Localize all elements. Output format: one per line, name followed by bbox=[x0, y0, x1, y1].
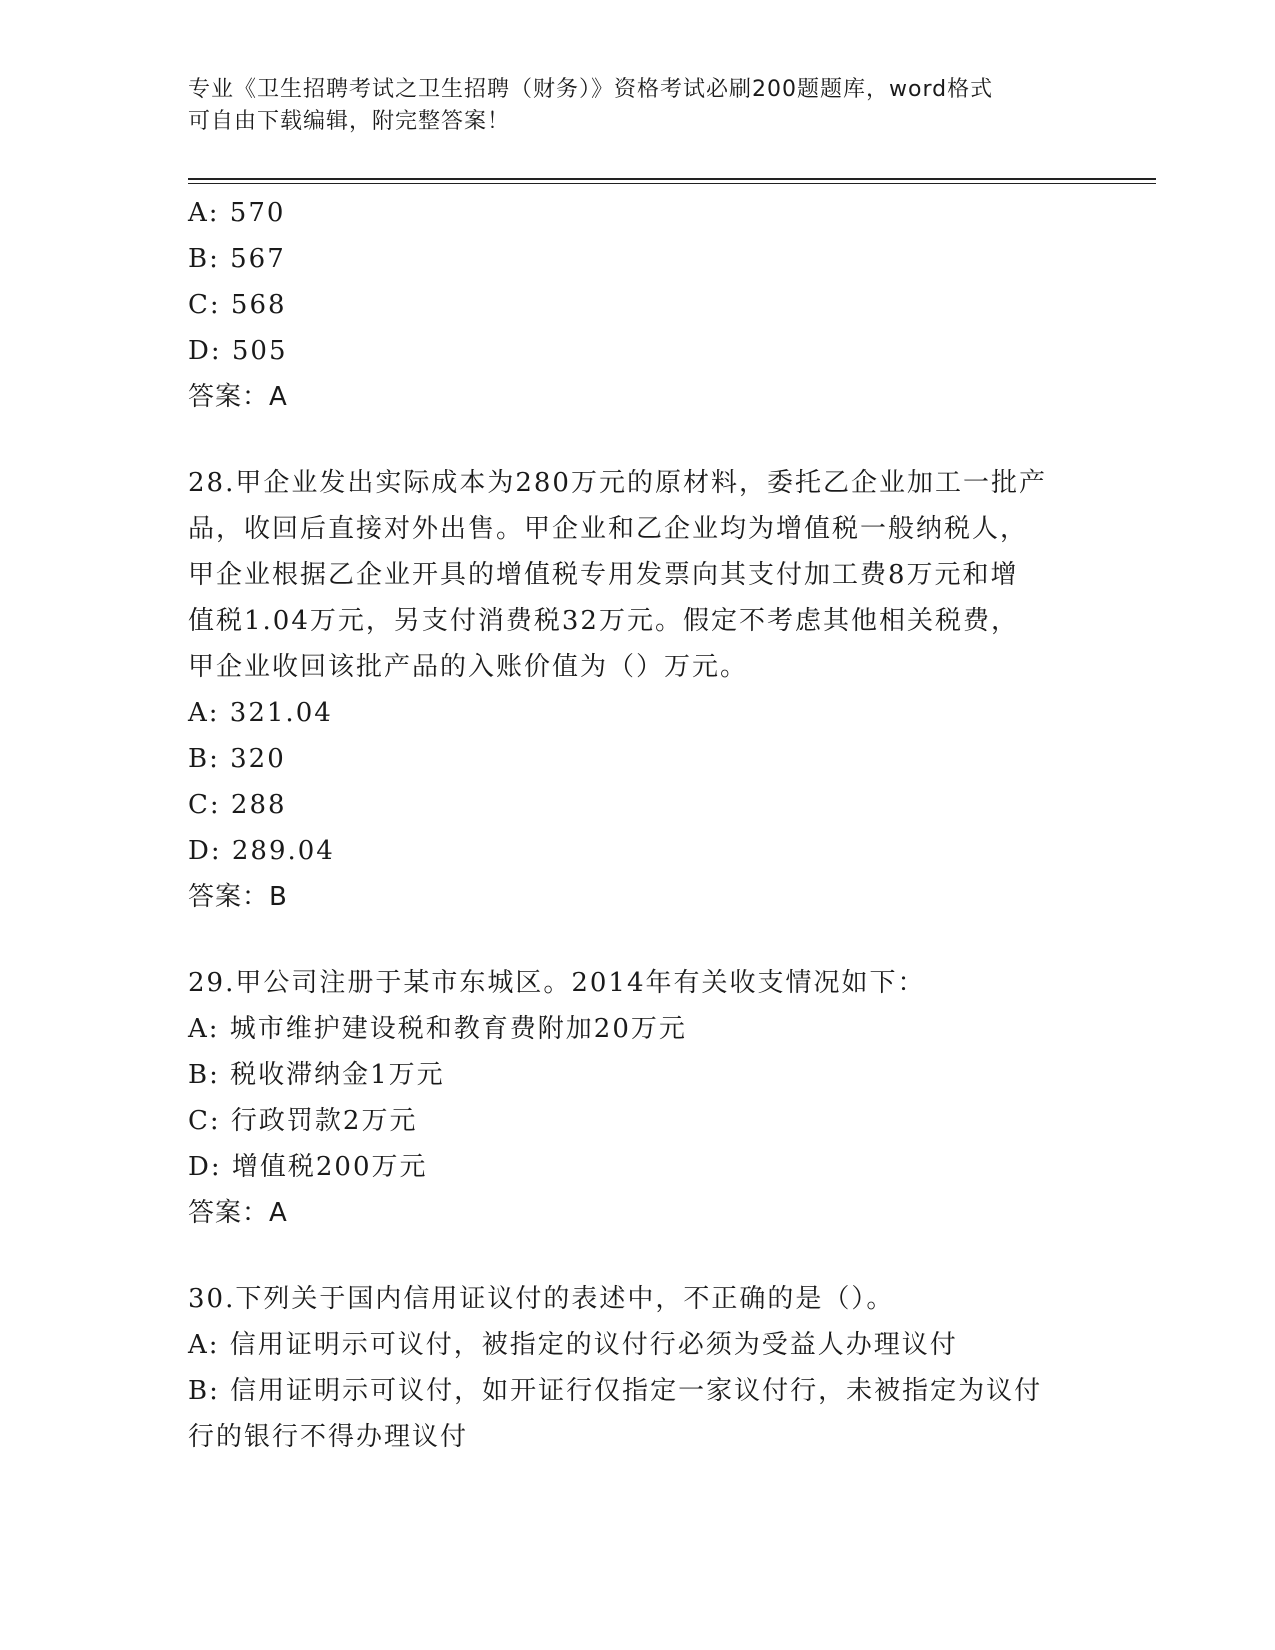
question-29 bbox=[188, 960, 1088, 1236]
option-a: A: 570 bbox=[188, 198, 286, 228]
answer: 答案：A bbox=[188, 382, 288, 412]
header-line-1: 专业《卫生招聘考试之卫生招聘（财务）》资格考试必刷200题题库，word格式 bbox=[188, 77, 994, 102]
question-text-line: 值税1.04万元，另支付消费税32万元。假定不考虑其他相关税费， bbox=[188, 606, 1019, 636]
option-a: A: 信用证明示可议付，被指定的议付行必须为受益人办理议付 bbox=[188, 1330, 958, 1360]
option-c: C: 288 bbox=[188, 790, 287, 820]
spacer bbox=[188, 920, 1088, 960]
spacer bbox=[188, 420, 1088, 460]
question-list bbox=[188, 190, 1088, 1460]
option-d: D: 289.04 bbox=[188, 836, 335, 866]
question-28 bbox=[188, 460, 1088, 920]
option-d: D: 505 bbox=[188, 336, 288, 366]
question-text-line: 甲企业收回该批产品的入账价值为（）万元。 bbox=[188, 652, 749, 682]
header-line-2: 可自由下载编辑，附完整答案！ bbox=[188, 109, 511, 134]
answer: 答案：B bbox=[188, 882, 288, 912]
option-b: B: 320 bbox=[188, 744, 286, 774]
option-a: A: 城市维护建设税和教育费附加20万元 bbox=[188, 1014, 687, 1044]
spacer bbox=[188, 1236, 1088, 1276]
option-b: B: 567 bbox=[188, 244, 286, 274]
option-b-continuation: 行的银行不得办理议付 bbox=[188, 1422, 469, 1452]
answer: 答案：A bbox=[188, 1198, 288, 1228]
question-text-line: 30.下列关于国内信用证议付的表述中，不正确的是（）。 bbox=[188, 1284, 895, 1314]
question-30 bbox=[188, 1276, 1088, 1460]
option-c: C: 568 bbox=[188, 290, 287, 320]
question-text-line: 29.甲公司注册于某市东城区。2014年有关收支情况如下： bbox=[188, 968, 926, 998]
question-text-line: 甲企业根据乙企业开具的增值税专用发票向其支付加工费8万元和增 bbox=[188, 560, 1019, 590]
option-b: B: 税收滞纳金1万元 bbox=[188, 1060, 445, 1090]
question-27 bbox=[188, 190, 1088, 420]
page-header bbox=[188, 74, 1068, 138]
option-a: A: 321.04 bbox=[188, 698, 333, 728]
option-b: B: 信用证明示可议付，如开证行仅指定一家议付行，未被指定为议付 bbox=[188, 1376, 1043, 1406]
question-text-line: 28.甲企业发出实际成本为280万元的原材料，委托乙企业加工一批产 bbox=[188, 468, 1047, 498]
option-d: D: 增值税200万元 bbox=[188, 1152, 428, 1182]
option-c: C: 行政罚款2万元 bbox=[188, 1106, 418, 1136]
header-divider-thin bbox=[188, 183, 1156, 184]
question-text-line: 品，收回后直接对外出售。甲企业和乙企业均为增值税一般纳税人， bbox=[188, 514, 1029, 544]
header-divider-thick bbox=[188, 178, 1156, 180]
